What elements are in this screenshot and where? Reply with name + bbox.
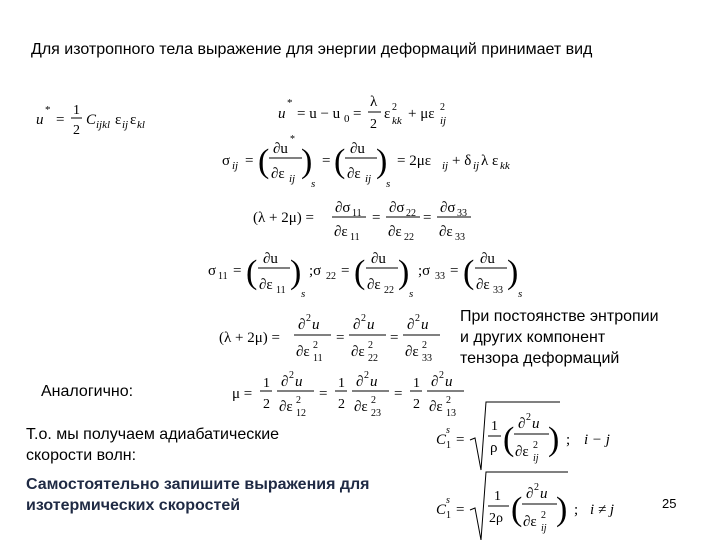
svg-text:ij: ij (541, 523, 547, 534)
entropy-note-line: тензора деформаций (460, 350, 620, 367)
svg-text:2: 2 (392, 102, 397, 113)
formula-f8 (436, 402, 610, 470)
page-number: 25 (662, 496, 677, 511)
svg-text:∂: ∂ (431, 374, 439, 390)
svg-text:s: s (446, 425, 450, 436)
svg-text:=: = (319, 386, 328, 402)
similarly-label: Аналогично: (41, 383, 134, 400)
svg-text:(: ( (511, 491, 523, 528)
svg-text:11: 11 (350, 232, 360, 243)
svg-text:): ) (301, 143, 313, 180)
svg-text:∂: ∂ (281, 374, 289, 390)
svg-text:∂u: ∂u (480, 251, 495, 267)
svg-text:∂ε: ∂ε (388, 224, 402, 240)
svg-text:=: = (372, 210, 381, 226)
svg-text:2: 2 (368, 340, 373, 351)
svg-text:;σ: ;σ (309, 263, 322, 279)
svg-text:∂ε: ∂ε (347, 166, 361, 182)
svg-text:33: 33 (493, 285, 503, 296)
svg-text:C: C (86, 112, 97, 128)
svg-text:ij: ij (289, 173, 296, 185)
svg-text:*: * (287, 97, 293, 109)
svg-text:u: u (295, 374, 303, 390)
svg-text:u: u (312, 317, 320, 333)
svg-text:kk: kk (392, 115, 402, 127)
svg-text:11: 11 (276, 285, 286, 296)
svg-text:=: = (341, 263, 350, 279)
svg-text:(: ( (258, 143, 270, 180)
svg-text:i ≠ j: i ≠ j (590, 502, 615, 518)
entropy-note-line: При постоянстве энтропии (460, 308, 659, 325)
svg-text:∂σ: ∂σ (335, 200, 351, 216)
svg-text:2: 2 (371, 395, 376, 406)
svg-text:=: = (336, 330, 345, 346)
svg-text:u: u (532, 416, 540, 432)
svg-text:ε: ε (115, 112, 122, 128)
svg-text:+ δ: + δ (452, 153, 472, 169)
svg-text:1: 1 (446, 510, 451, 521)
svg-text:22: 22 (404, 232, 414, 243)
svg-text:22: 22 (326, 271, 336, 282)
svg-text:): ) (398, 254, 410, 291)
svg-text:∂ε: ∂ε (334, 224, 348, 240)
svg-text:2ρ: 2ρ (489, 511, 503, 526)
svg-text:22: 22 (406, 208, 416, 219)
svg-text:u: u (421, 317, 429, 333)
svg-text:∂ε: ∂ε (259, 277, 273, 293)
svg-text:=: = (245, 153, 254, 169)
svg-text:(: ( (334, 143, 346, 180)
svg-text:2: 2 (415, 313, 420, 324)
svg-text:2: 2 (541, 510, 546, 521)
svg-text:2: 2 (289, 370, 294, 381)
svg-text:): ) (548, 421, 560, 458)
svg-text:∂ε: ∂ε (271, 166, 285, 182)
svg-text:ij: ij (122, 119, 129, 131)
svg-text:2: 2 (338, 397, 345, 412)
svg-text:= 2με: = 2με (397, 153, 432, 169)
svg-text:ij: ij (473, 160, 480, 172)
svg-text:2: 2 (533, 440, 538, 451)
formula-f1 (36, 103, 145, 138)
svg-text:;: ; (566, 432, 571, 448)
svg-text:∂ε: ∂ε (354, 399, 368, 415)
svg-text:∂ε: ∂ε (405, 344, 419, 360)
task-line: изотермических скоростей (26, 497, 241, 514)
svg-text:1: 1 (263, 376, 270, 391)
svg-text:s: s (311, 178, 316, 190)
svg-text:σ: σ (222, 153, 231, 169)
svg-text:ijkl: ijkl (96, 119, 111, 131)
svg-text:=: = (456, 432, 465, 448)
svg-text:=: = (56, 112, 65, 128)
svg-text:=: = (322, 153, 331, 169)
svg-text:=: = (353, 106, 362, 122)
svg-text:22: 22 (384, 285, 394, 296)
adiabatic-line: Т.о. мы получаем адиабатические (26, 426, 280, 443)
svg-text:12: 12 (296, 408, 306, 419)
formula-f3 (222, 134, 511, 190)
svg-text:∂u: ∂u (350, 141, 365, 157)
svg-text:s: s (518, 288, 523, 300)
svg-text:ε: ε (384, 106, 391, 122)
svg-text:= u − u: = u − u (297, 106, 341, 122)
svg-text:s: s (409, 288, 414, 300)
svg-text:λ ε: λ ε (481, 153, 499, 169)
svg-text:(: ( (246, 254, 258, 291)
svg-text:2: 2 (370, 117, 377, 132)
svg-text:2: 2 (306, 313, 311, 324)
adiabatic-line: скорости волн: (26, 447, 137, 464)
svg-text:2: 2 (263, 397, 270, 412)
svg-text:13: 13 (446, 408, 456, 419)
svg-text:∂u: ∂u (273, 141, 288, 157)
svg-text:∂ε: ∂ε (476, 277, 490, 293)
svg-text:ij: ij (442, 160, 449, 172)
svg-text:0: 0 (344, 113, 350, 125)
svg-text:=: = (233, 263, 242, 279)
task-line: Самостоятельно запишите выражения для (26, 476, 370, 493)
svg-text:33: 33 (435, 271, 445, 282)
intro-text: Для изотропного тела выражение для энергии деформаций принимает вид (31, 41, 593, 58)
svg-text:∂u: ∂u (371, 251, 386, 267)
svg-text:ij: ij (440, 115, 447, 127)
svg-text:2: 2 (422, 340, 427, 351)
svg-text:1: 1 (491, 419, 498, 434)
svg-text:∂ε: ∂ε (439, 224, 453, 240)
svg-text:C: C (436, 502, 447, 518)
svg-text:∂ε: ∂ε (523, 514, 537, 530)
svg-text:2: 2 (364, 370, 369, 381)
svg-text:=: = (390, 330, 399, 346)
svg-text:ij: ij (232, 160, 239, 172)
svg-text:s: s (446, 495, 450, 506)
svg-text:(λ + 2μ) =: (λ + 2μ) = (219, 330, 280, 346)
svg-text:(λ + 2μ) =: (λ + 2μ) = (253, 210, 314, 226)
svg-text:2: 2 (296, 395, 301, 406)
svg-text:∂ε: ∂ε (351, 344, 365, 360)
svg-text:): ) (507, 254, 519, 291)
formula-f7 (232, 370, 464, 419)
svg-text:σ: σ (208, 263, 217, 279)
formula-f5 (208, 251, 522, 300)
svg-text:∂ε: ∂ε (279, 399, 293, 415)
svg-text:u: u (445, 374, 453, 390)
svg-text:∂σ: ∂σ (440, 200, 456, 216)
svg-text:∂: ∂ (407, 317, 415, 333)
svg-text:2: 2 (413, 397, 420, 412)
svg-text:kl: kl (137, 119, 145, 131)
svg-text:2: 2 (313, 340, 318, 351)
svg-text:C: C (436, 432, 447, 448)
svg-text:1: 1 (494, 489, 501, 504)
formula-f9 (436, 472, 614, 540)
svg-text:(: ( (463, 254, 475, 291)
svg-text:*: * (290, 134, 295, 145)
svg-text:u: u (278, 106, 286, 122)
svg-text:): ) (376, 143, 388, 180)
svg-text:=: = (450, 263, 459, 279)
svg-text:∂: ∂ (353, 317, 361, 333)
svg-text:ij: ij (365, 173, 372, 185)
svg-text:ij: ij (533, 453, 539, 464)
svg-text:): ) (290, 254, 302, 291)
svg-text:u: u (36, 112, 44, 128)
svg-text:2: 2 (446, 395, 451, 406)
formula-f4 (253, 200, 471, 243)
svg-text:u: u (540, 486, 548, 502)
svg-text:u: u (370, 374, 378, 390)
svg-text:λ: λ (370, 94, 378, 110)
svg-text:=: = (423, 210, 432, 226)
svg-text:2: 2 (440, 102, 445, 113)
svg-text:∂: ∂ (518, 416, 526, 432)
svg-text:ε: ε (130, 112, 137, 128)
svg-text:11: 11 (352, 208, 362, 219)
svg-text:+ με: + με (408, 106, 435, 122)
svg-text:*: * (45, 104, 51, 116)
svg-text:∂: ∂ (298, 317, 306, 333)
svg-text:ρ: ρ (490, 440, 498, 456)
svg-text:33: 33 (422, 353, 432, 364)
svg-text:∂ε: ∂ε (367, 277, 381, 293)
svg-text:∂u: ∂u (263, 251, 278, 267)
svg-text:∂: ∂ (526, 486, 534, 502)
svg-text:1: 1 (338, 376, 345, 391)
svg-text:∂ε: ∂ε (296, 344, 310, 360)
formula-f2 (278, 94, 446, 132)
svg-text:∂: ∂ (356, 374, 364, 390)
svg-text:11: 11 (218, 271, 228, 282)
svg-text:=: = (456, 502, 465, 518)
svg-text:u: u (367, 317, 375, 333)
svg-text:23: 23 (371, 408, 381, 419)
svg-text:11: 11 (313, 353, 323, 364)
svg-text:μ =: μ = (232, 386, 253, 402)
svg-text:1: 1 (413, 376, 420, 391)
svg-text:∂σ: ∂σ (389, 200, 405, 216)
svg-text:;σ: ;σ (418, 263, 431, 279)
svg-text:2: 2 (526, 412, 531, 423)
svg-text:i − j: i − j (584, 432, 610, 448)
svg-text:2: 2 (361, 313, 366, 324)
svg-text:1: 1 (73, 103, 80, 118)
svg-text:2: 2 (439, 370, 444, 381)
svg-text:(: ( (503, 421, 515, 458)
svg-text:33: 33 (457, 208, 467, 219)
svg-text:2: 2 (534, 482, 539, 493)
svg-text:∂ε: ∂ε (515, 444, 529, 460)
formula-f6 (219, 313, 440, 364)
svg-text:1: 1 (446, 440, 451, 451)
svg-text:s: s (386, 178, 391, 190)
svg-text:s: s (301, 288, 306, 300)
svg-text:kk: kk (500, 160, 510, 172)
svg-text:22: 22 (368, 353, 378, 364)
svg-text:∂ε: ∂ε (429, 399, 443, 415)
entropy-note-line: и других компонент (460, 329, 606, 346)
svg-text:=: = (394, 386, 403, 402)
svg-text:2: 2 (73, 123, 80, 138)
svg-text:): ) (556, 491, 568, 528)
svg-text:;: ; (574, 502, 579, 518)
svg-text:(: ( (354, 254, 366, 291)
svg-text:33: 33 (455, 232, 465, 243)
